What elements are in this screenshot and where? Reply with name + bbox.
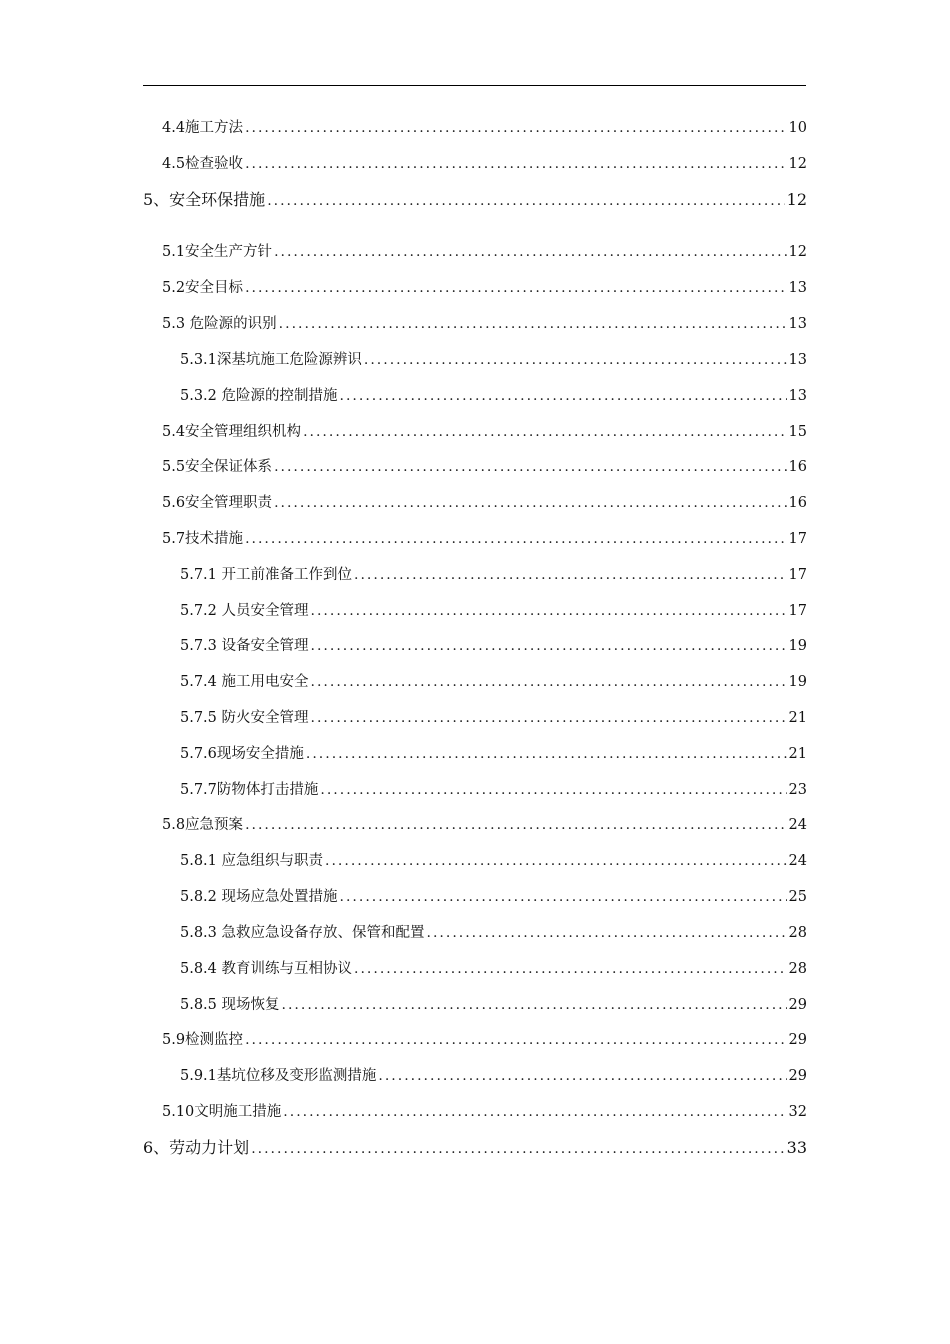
toc-page-number: 13 [788,352,807,368]
toc-entry-label: 5.8.5 现场恢复 [180,997,280,1013]
toc-entry[interactable] [162,528,807,550]
toc-entry[interactable] [180,779,807,801]
toc-page-number: 28 [788,961,807,977]
toc-dot-leader [364,349,787,371]
toc-dot-leader [274,492,786,514]
toc-entry-label: 5.8.3 急救应急设备存放、保管和配置 [180,925,425,941]
toc-dot-leader [311,707,787,729]
toc-entry-label: 5.8应急预案 [162,817,244,833]
toc-dot-leader [427,922,787,944]
toc-dot-leader [311,600,787,622]
toc-entry-label: 6、劳动力计划 [143,1138,250,1157]
toc-entry[interactable] [162,456,807,478]
toc-page-number: 25 [788,889,807,905]
toc-dot-leader [279,313,787,335]
toc-entry[interactable] [180,850,807,872]
toc-entry-label: 5.6安全管理职责 [162,495,273,511]
toc-dot-leader [267,190,784,212]
toc-entry-label: 5、安全环保措施 [143,190,266,209]
toc-entry-label: 4.5检查验收 [162,156,244,172]
toc-entry[interactable] [162,1101,807,1123]
toc-entry[interactable] [180,743,807,765]
toc-page-number: 24 [788,817,807,833]
toc-dot-leader [311,635,787,657]
toc-entry-label: 5.7.6现场安全措施 [180,746,304,762]
toc-entry-label: 5.8.4 教育训练与互相协议 [180,961,353,977]
toc-page-number: 17 [788,567,807,583]
toc-entry[interactable] [180,671,807,693]
toc-entry-label: 5.4安全管理组织机构 [162,424,302,440]
toc-dot-leader [378,1065,786,1087]
toc-entry[interactable] [162,277,807,299]
toc-page-number: 17 [788,603,807,619]
toc-entry-label: 5.7.5 防火安全管理 [180,710,309,726]
toc-page-number: 12 [786,190,807,209]
toc-dot-leader [340,385,787,407]
toc-page-number: 29 [788,997,807,1013]
toc-entry-label: 5.3.2 危险源的控制措施 [180,388,338,404]
toc-dot-leader [245,814,786,836]
toc-entry[interactable] [162,241,807,263]
toc-entry[interactable] [180,349,807,371]
toc-page-number: 23 [788,782,807,798]
toc-entry[interactable] [180,994,807,1016]
toc-entry-label: 5.9.1基坑位移及变形监测措施 [180,1068,377,1084]
toc-dot-leader [282,994,787,1016]
toc-page-number: 32 [788,1104,807,1120]
toc-entry[interactable] [180,958,807,980]
toc-page-number: 29 [788,1032,807,1048]
toc-entry[interactable] [180,886,807,908]
toc-entry[interactable] [162,1029,807,1051]
toc-dot-leader [274,456,786,478]
toc-dot-leader [251,1138,784,1160]
toc-page-number: 13 [788,280,807,296]
toc-entry[interactable] [162,117,807,139]
toc-page-number: 12 [788,244,807,260]
toc-entry-label: 5.3 危险源的识别 [162,316,277,332]
toc-entry[interactable] [180,635,807,657]
toc-entry[interactable] [143,189,807,211]
toc-entry-label: 5.7.1 开工前准备工作到位 [180,567,353,583]
toc-entry[interactable] [180,707,807,729]
toc-entry-label: 5.3.1深基坑施工危险源辨识 [180,352,362,368]
toc-entry[interactable] [162,814,807,836]
toc-entry[interactable] [180,564,807,586]
toc-entry-label: 5.7技术措施 [162,531,244,547]
toc-dot-leader [354,564,787,586]
toc-page-number: 17 [788,531,807,547]
toc-page-number: 19 [788,638,807,654]
toc-entry[interactable] [180,1065,807,1087]
toc-entry-label: 5.8.1 应急组织与职责 [180,853,324,869]
toc-entry[interactable] [162,153,807,175]
toc-entry-label: 5.7.2 人员安全管理 [180,603,309,619]
toc-dot-leader [306,743,787,765]
toc-page-number: 19 [788,674,807,690]
toc-page-number: 13 [788,316,807,332]
toc-page-number: 13 [788,388,807,404]
toc-dot-leader [325,850,787,872]
toc-entry[interactable] [162,421,807,443]
toc-entry[interactable] [162,313,807,335]
toc-page-number: 24 [788,853,807,869]
toc-dot-leader [354,958,787,980]
toc-entry-label: 4.4施工方法 [162,120,244,136]
toc-page-number: 33 [786,1138,807,1157]
toc-dot-leader [340,886,787,908]
toc-page-number: 16 [788,495,807,511]
toc-entry-label: 5.7.7防物体打击措施 [180,782,319,798]
toc-entry[interactable] [143,1137,807,1159]
toc-page-number: 10 [788,120,807,136]
toc-entry-label: 5.8.2 现场应急处置措施 [180,889,338,905]
toc-dot-leader [283,1101,786,1123]
toc-page-number: 16 [788,459,807,475]
toc-dot-leader [245,1029,786,1051]
toc-dot-leader [245,277,786,299]
toc-page-number: 29 [788,1068,807,1084]
toc-page-number: 15 [788,424,807,440]
toc-entry[interactable] [180,600,807,622]
toc-page-number: 21 [788,710,807,726]
toc-entry[interactable] [180,922,807,944]
toc-entry-label: 5.10文明施工措施 [162,1104,282,1120]
toc-dot-leader [311,671,787,693]
toc-entry[interactable] [180,385,807,407]
toc-dot-leader [320,779,786,801]
toc-entry-label: 5.1安全生产方针 [162,244,273,260]
toc-entry-label: 5.9检测监控 [162,1032,244,1048]
toc-page-number: 12 [788,156,807,172]
toc-dot-leader [245,117,786,139]
toc-page-number: 21 [788,746,807,762]
toc-entry-label: 5.7.4 施工用电安全 [180,674,309,690]
toc-entry[interactable] [162,492,807,514]
toc-page-number: 28 [788,925,807,941]
toc-entry-label: 5.2安全目标 [162,280,244,296]
toc-dot-leader [245,528,786,550]
toc-entry-label: 5.5安全保证体系 [162,459,273,475]
toc-dot-leader [303,421,786,443]
toc-dot-leader [274,241,786,263]
toc-entry-label: 5.7.3 设备安全管理 [180,638,309,654]
toc-dot-leader [245,153,786,175]
